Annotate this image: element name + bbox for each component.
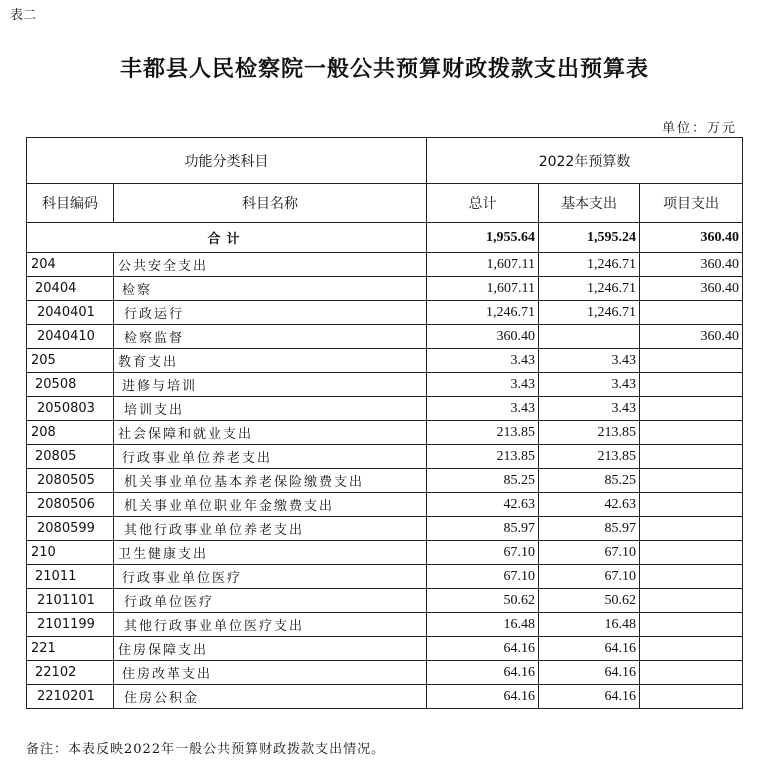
row-basic xyxy=(539,325,640,349)
row-total: 360.40 xyxy=(427,325,539,349)
row-total: 42.63 xyxy=(427,493,539,517)
total-project: 360.40 xyxy=(640,223,743,253)
row-project xyxy=(640,589,743,613)
row-basic: 3.43 xyxy=(539,349,640,373)
row-basic: 213.85 xyxy=(539,445,640,469)
table-row xyxy=(27,445,743,469)
row-name: 其他行政事业单位医疗支出 xyxy=(114,613,427,637)
row-project xyxy=(640,661,743,685)
row-name: 进修与培训 xyxy=(114,373,427,397)
row-project xyxy=(640,421,743,445)
footnote: 备注：本表反映2022年一般公共预算财政拨款支出情况。 xyxy=(26,742,386,757)
row-basic: 213.85 xyxy=(539,421,640,445)
row-name: 行政事业单位养老支出 xyxy=(114,445,427,469)
row-code: 204 xyxy=(27,253,114,277)
row-basic: 16.48 xyxy=(539,613,640,637)
total-row xyxy=(27,223,743,253)
row-total: 3.43 xyxy=(427,397,539,421)
header-row-2 xyxy=(27,184,743,223)
row-project xyxy=(640,613,743,637)
row-total: 1,607.11 xyxy=(427,253,539,277)
row-basic: 67.10 xyxy=(539,541,640,565)
table-row xyxy=(27,469,743,493)
header-row-1 xyxy=(27,138,743,184)
header-code: 科目编码 xyxy=(27,184,114,223)
row-name: 行政运行 xyxy=(114,301,427,325)
table-row xyxy=(27,253,743,277)
row-code: 2101101 xyxy=(27,589,114,613)
table-label: 表二 xyxy=(10,8,37,23)
row-total: 50.62 xyxy=(427,589,539,613)
table-row xyxy=(27,517,743,541)
row-basic: 50.62 xyxy=(539,589,640,613)
table-row xyxy=(27,421,743,445)
table-row xyxy=(27,325,743,349)
row-basic: 1,246.71 xyxy=(539,277,640,301)
row-basic: 42.63 xyxy=(539,493,640,517)
row-name: 机关事业单位职业年金缴费支出 xyxy=(114,493,427,517)
row-name: 检察 xyxy=(114,277,427,301)
page-title: 丰都县人民检察院一般公共预算财政拨款支出预算表 xyxy=(119,56,649,82)
table-row xyxy=(27,349,743,373)
row-name: 住房公积金 xyxy=(114,685,427,709)
row-project: 360.40 xyxy=(640,277,743,301)
row-project xyxy=(640,445,743,469)
row-code: 21011 xyxy=(27,565,114,589)
row-code: 2040401 xyxy=(27,301,114,325)
unit-label: 单位：万元 xyxy=(661,121,737,136)
table-row xyxy=(27,685,743,709)
table-row xyxy=(27,301,743,325)
budget-table-body xyxy=(27,138,743,709)
row-project xyxy=(640,301,743,325)
row-basic: 64.16 xyxy=(539,661,640,685)
table-row xyxy=(27,661,743,685)
table-row xyxy=(27,613,743,637)
row-project xyxy=(640,565,743,589)
row-code: 22102 xyxy=(27,661,114,685)
row-total: 3.43 xyxy=(427,349,539,373)
row-project xyxy=(640,637,743,661)
header-basic: 基本支出 xyxy=(539,184,640,223)
header-project: 项目支出 xyxy=(640,184,743,223)
table-row xyxy=(27,373,743,397)
row-total: 64.16 xyxy=(427,637,539,661)
row-code: 20404 xyxy=(27,277,114,301)
row-total: 16.48 xyxy=(427,613,539,637)
row-name: 卫生健康支出 xyxy=(114,541,427,565)
row-code: 2050803 xyxy=(27,397,114,421)
row-total: 213.85 xyxy=(427,421,539,445)
row-total: 64.16 xyxy=(427,685,539,709)
table-row xyxy=(27,589,743,613)
row-code: 20508 xyxy=(27,373,114,397)
row-code: 221 xyxy=(27,637,114,661)
row-name: 机关事业单位基本养老保险缴费支出 xyxy=(114,469,427,493)
table-row xyxy=(27,397,743,421)
row-total: 1,246.71 xyxy=(427,301,539,325)
table-row xyxy=(27,541,743,565)
table-row xyxy=(27,637,743,661)
table-row xyxy=(27,493,743,517)
header-name: 科目名称 xyxy=(114,184,427,223)
row-basic: 85.97 xyxy=(539,517,640,541)
header-budget-year: 2022年预算数 xyxy=(427,138,743,184)
row-project xyxy=(640,685,743,709)
row-project xyxy=(640,349,743,373)
row-project xyxy=(640,541,743,565)
row-name: 住房改革支出 xyxy=(114,661,427,685)
row-code: 208 xyxy=(27,421,114,445)
row-project: 360.40 xyxy=(640,325,743,349)
row-basic: 64.16 xyxy=(539,685,640,709)
header-total: 总计 xyxy=(427,184,539,223)
table-row xyxy=(27,277,743,301)
row-project xyxy=(640,469,743,493)
row-code: 20805 xyxy=(27,445,114,469)
row-name: 行政事业单位医疗 xyxy=(114,565,427,589)
row-code: 2040410 xyxy=(27,325,114,349)
row-project xyxy=(640,373,743,397)
row-name: 检察监督 xyxy=(114,325,427,349)
row-code: 2080505 xyxy=(27,469,114,493)
row-basic: 3.43 xyxy=(539,397,640,421)
row-basic: 1,246.71 xyxy=(539,301,640,325)
row-code: 2101199 xyxy=(27,613,114,637)
row-basic: 67.10 xyxy=(539,565,640,589)
row-total: 1,607.11 xyxy=(427,277,539,301)
table-row xyxy=(27,565,743,589)
row-code: 2080599 xyxy=(27,517,114,541)
row-basic: 3.43 xyxy=(539,373,640,397)
header-function-category: 功能分类科目 xyxy=(27,138,427,184)
row-name: 社会保障和就业支出 xyxy=(114,421,427,445)
row-basic: 85.25 xyxy=(539,469,640,493)
row-project xyxy=(640,517,743,541)
row-total: 64.16 xyxy=(427,661,539,685)
row-total: 85.97 xyxy=(427,517,539,541)
row-total: 67.10 xyxy=(427,541,539,565)
row-code: 2210201 xyxy=(27,685,114,709)
row-name: 培训支出 xyxy=(114,397,427,421)
row-name: 教育支出 xyxy=(114,349,427,373)
row-name: 住房保障支出 xyxy=(114,637,427,661)
row-name: 公共安全支出 xyxy=(114,253,427,277)
row-code: 210 xyxy=(27,541,114,565)
budget-table xyxy=(26,137,743,709)
row-code: 205 xyxy=(27,349,114,373)
row-project xyxy=(640,397,743,421)
row-basic: 64.16 xyxy=(539,637,640,661)
row-project: 360.40 xyxy=(640,253,743,277)
row-basic: 1,246.71 xyxy=(539,253,640,277)
row-name: 其他行政事业单位养老支出 xyxy=(114,517,427,541)
row-project xyxy=(640,493,743,517)
total-basic: 1,595.24 xyxy=(539,223,640,253)
row-code: 2080506 xyxy=(27,493,114,517)
row-total: 85.25 xyxy=(427,469,539,493)
total-label: 合计 xyxy=(27,223,427,253)
row-name: 行政单位医疗 xyxy=(114,589,427,613)
row-total: 3.43 xyxy=(427,373,539,397)
row-total: 213.85 xyxy=(427,445,539,469)
row-total: 67.10 xyxy=(427,565,539,589)
total-total: 1,955.64 xyxy=(427,223,539,253)
